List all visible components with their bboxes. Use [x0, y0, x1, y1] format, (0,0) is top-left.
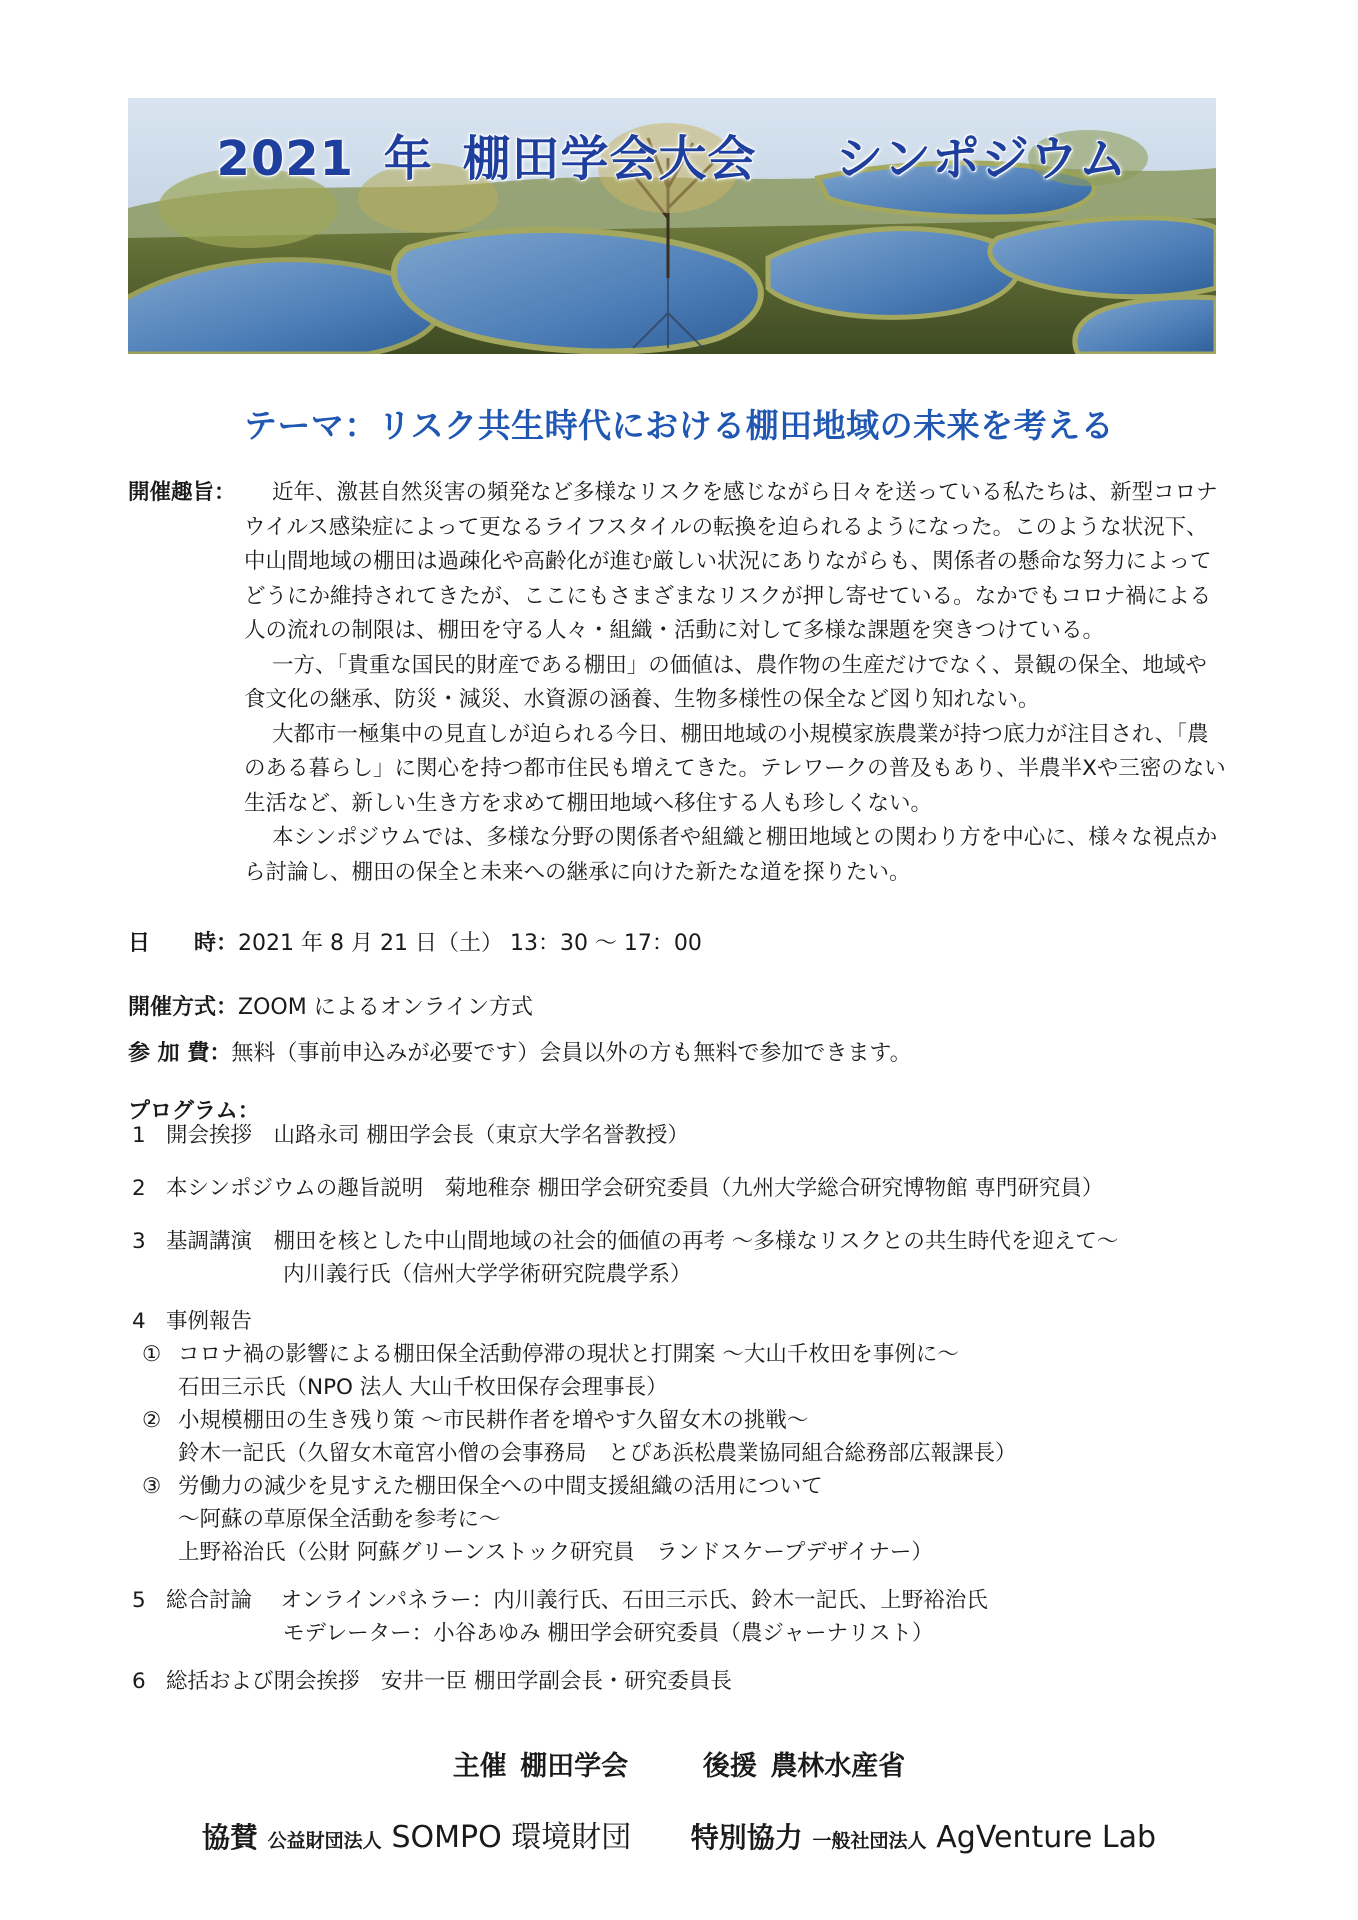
- case-speaker: 石田三示氏（NPO 法人 大山千枚田保存会理事長）: [178, 1375, 668, 1400]
- program-item-number: 4: [132, 1309, 146, 1334]
- purpose-label: 開催趣旨：: [128, 480, 236, 505]
- case-number: ①: [142, 1342, 162, 1367]
- case-title: コロナ禍の影響による棚田保全活動停滞の現状と打開案 ～大山千枚田を事例に～: [178, 1342, 959, 1367]
- program-item-speaker: 内川義行氏（信州大学学術研究院農学系）: [283, 1262, 692, 1287]
- special-type: 一般社団法人: [812, 1830, 927, 1852]
- program-item: [132, 1225, 1232, 1291]
- case-title: 小規模棚田の生き残り策 ～市民耕作者を増やす久留女木の挑戦～: [178, 1408, 809, 1433]
- program-item: [132, 1119, 1232, 1152]
- case-report: [142, 1404, 1242, 1470]
- program-item-text: 本シンポジウムの趣旨説明 菊地稚奈 棚田学会研究委員（九州大学総合研究博物館 専門研究員）: [166, 1176, 1104, 1201]
- program-item-text: 事例報告: [166, 1309, 253, 1334]
- format-value: ZOOM によるオンライン方式: [238, 995, 534, 1020]
- purpose-paragraph: 本シンポジウムでは、多様な分野の関係者や組織と棚田地域との関わり方を中心に、様々な視点から討論し、棚田の保全と未来への継承に向けた新たな道を探りたい。: [244, 825, 1218, 885]
- purpose-section: [128, 476, 1228, 890]
- purpose-paragraph: 大都市一極集中の見直しが迫られる今日、棚田地域の小規模家族農業が持つ底力が注目され、「農のある暮らし」に関心を持つ都市住民も増えてきた。テレワークの普及もあり、半農半Xや三密のない生活など、新しい生き方を求めて棚田地域へ移住する人も珍しくない。: [244, 721, 1226, 816]
- format-label: 開催方式：: [128, 995, 239, 1020]
- program-item-moderator: モデレーター：小谷あゆみ 棚田学会研究委員（農ジャーナリスト）: [283, 1621, 934, 1646]
- special-label: 特別協力: [690, 1821, 803, 1854]
- program-item-text: 基調講演 棚田を核とした中山間地域の社会的価値の再考 ～多様なリスクとの共生時代を迎えて～: [166, 1229, 1119, 1254]
- program-item-number: 1: [132, 1123, 146, 1148]
- program-item-number: 5: [132, 1588, 146, 1613]
- cosponsor-label: 協賛: [201, 1821, 258, 1854]
- program-item-text: 総括および閉会挨拶 安井一臣 棚田学副会長・研究委員長: [166, 1669, 732, 1694]
- program-item: [132, 1305, 1232, 1338]
- banner-title: 2021 年 棚田学会大会 シンポジウム: [216, 131, 1128, 187]
- fee-row: [128, 1036, 912, 1067]
- case-speaker: 上野裕治氏（公財 阿蘇グリーンストック研究員 ランドスケープデザイナー）: [178, 1540, 933, 1565]
- cosponsor-type: 公益財団法人: [267, 1830, 382, 1852]
- fee-label: 参 加 費：: [128, 1041, 232, 1066]
- program-item: [132, 1665, 1232, 1698]
- organizers: [0, 1744, 1358, 1783]
- program-item-text: 開会挨拶 山路永司 棚田学会長（東京大学名誉教授）: [166, 1123, 689, 1148]
- case-number: ③: [142, 1474, 162, 1499]
- host-name: 棚田学会: [520, 1751, 629, 1782]
- program-heading: プログラム：: [128, 1099, 260, 1124]
- program-item: [132, 1584, 1232, 1650]
- host-label: 主催: [452, 1751, 507, 1782]
- datetime-label: 日 時：: [128, 931, 239, 956]
- theme-heading: テーマ：リスク共生時代における棚田地域の未来を考える: [243, 406, 1115, 445]
- special-name: AgVenture Lab: [936, 1820, 1157, 1855]
- support-name: 農林水産省: [770, 1751, 906, 1782]
- sponsors: [0, 1812, 1358, 1856]
- case-report: [142, 1470, 1242, 1569]
- case-report: [142, 1338, 1242, 1404]
- header-banner: [128, 98, 1216, 354]
- case-title: 労働力の減少を見すえた棚田保全への中間支援組織の活用について: [178, 1474, 823, 1499]
- program-item-text: 総合討論 オンラインパネラー：内川義行氏、石田三示氏、鈴木一記氏、上野裕治氏: [166, 1588, 988, 1613]
- program-item-number: 2: [132, 1176, 146, 1201]
- program-item: [132, 1172, 1232, 1205]
- program-item-number: 6: [132, 1669, 146, 1694]
- case-number: ②: [142, 1408, 162, 1433]
- purpose-paragraph: 一方、「貴重な国民的財産である棚田」の価値は、農作物の生産だけでなく、景観の保全、地域や食文化の継承、防災・減災、水資源の涵養、生物多様性の保全など図り知れない。: [244, 652, 1207, 712]
- case-speaker: 鈴木一記氏（久留女木竜宮小僧の会事務局 とぴあ浜松農業協同組合総務部広報課長）: [178, 1441, 1017, 1466]
- cosponsor-name: SOMPO 環境財団: [391, 1820, 632, 1855]
- case-subtitle: ～阿蘇の草原保全活動を参考に～: [178, 1507, 501, 1532]
- purpose-paragraph: 近年、激甚自然災害の頻発など多様なリスクを感じながら日々を送っている私たちは、新型コロナウイルス感染症によって更なるライフスタイルの転換を迫られるようになった。このような状況下、中山間地域の棚田は過疎化や高齢化が進む厳しい状況にありながらも、関係者の懸命な努力によってどうにか維持されてきたが、ここにもさまざまなリスクが押し寄せている。なかでもコロナ禍による人の流れの制限は、棚田を守る人々・組織・活動に対して多様な課題を突きつけている。: [244, 480, 1218, 643]
- datetime-value: 2021 年 8 月 21 日（土） 13：30 ～ 17：00: [238, 931, 702, 956]
- support-label: 後援: [702, 1751, 757, 1782]
- fee-value: 無料（事前申込みが必要です）会員以外の方も無料で参加できます。: [231, 1041, 912, 1066]
- datetime-row: [128, 926, 702, 957]
- program-item-number: 3: [132, 1229, 146, 1254]
- format-row: [128, 990, 533, 1021]
